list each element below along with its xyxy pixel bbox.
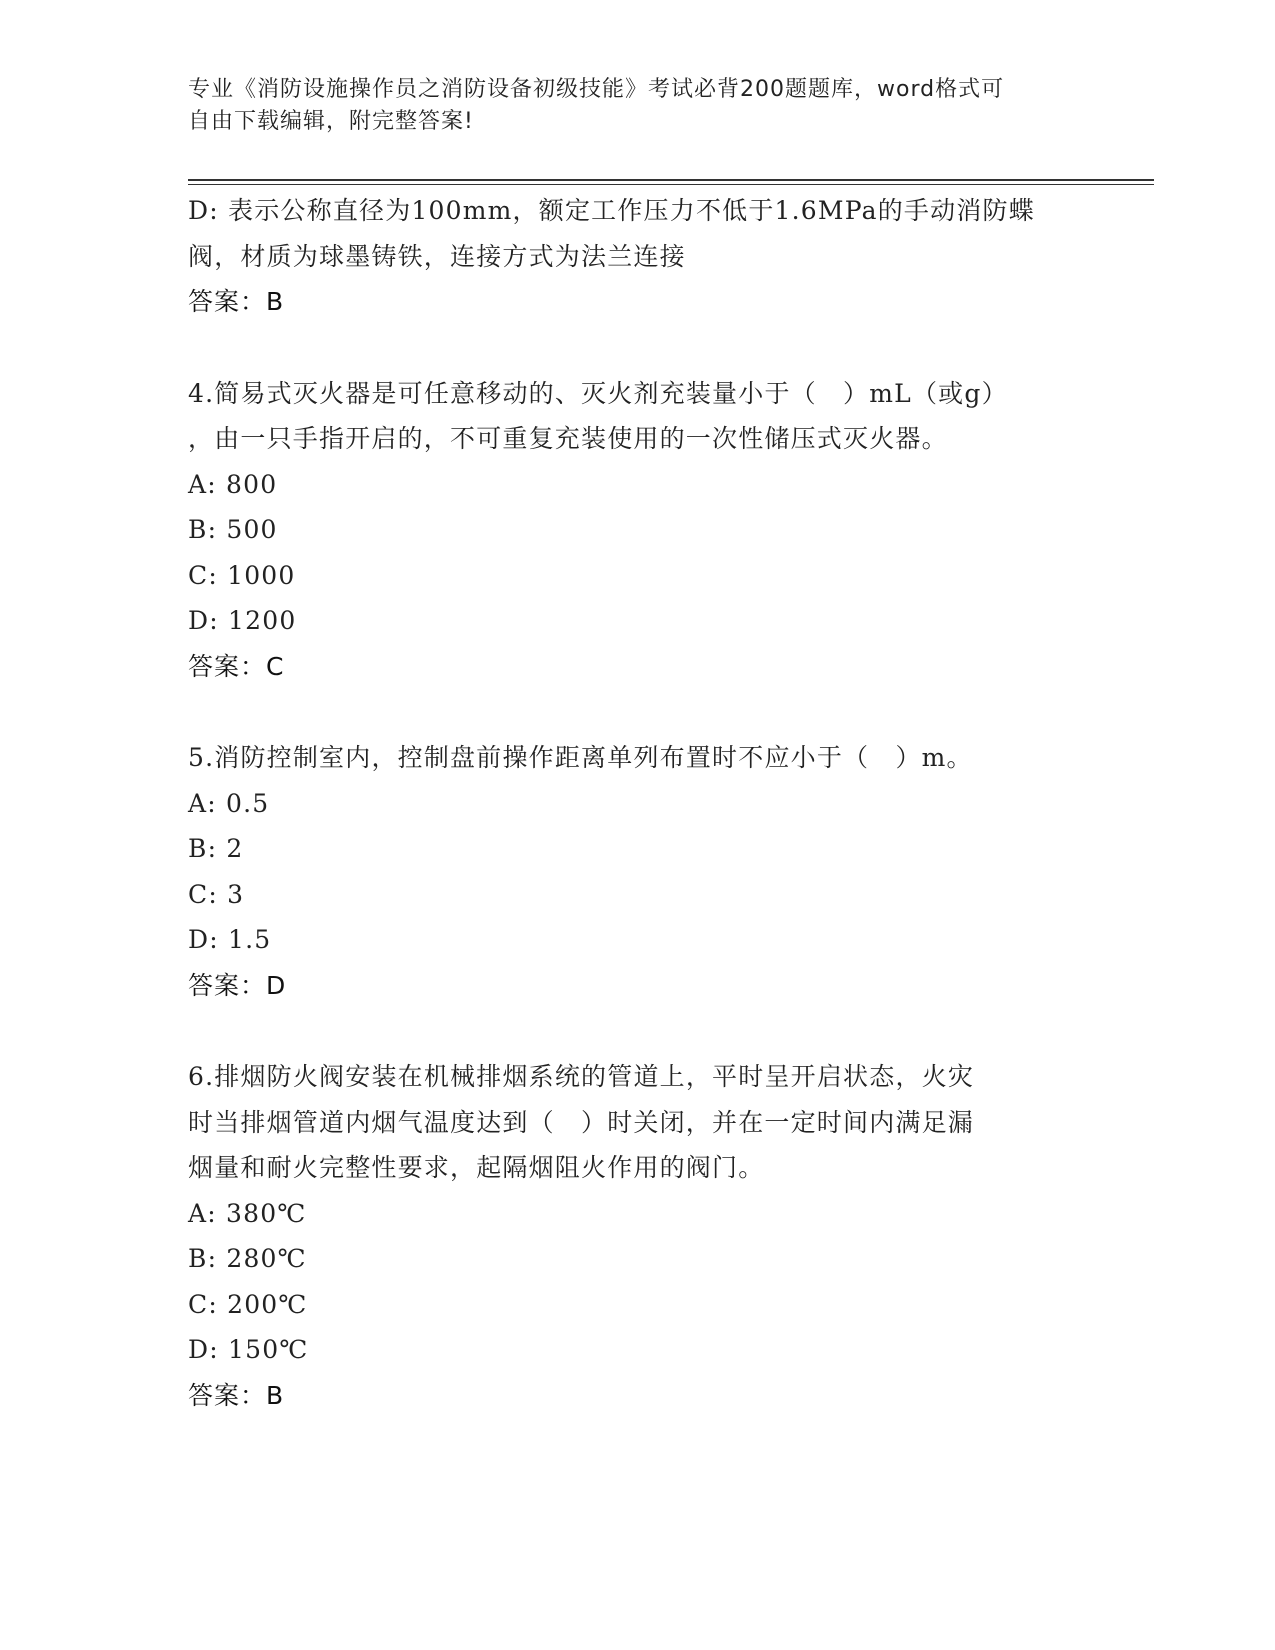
question-3-tail [188, 188, 1088, 325]
option-c: C: 3 [188, 879, 245, 909]
option-c: C: 200℃ [188, 1289, 308, 1319]
header-line-1: 专业《消防设施操作员之消防设备初级技能》考试必背200题题库，word格式可 [188, 77, 1005, 102]
header-divider-bottom [188, 184, 1154, 185]
question-stem-continued: ，由一只手指开启的，不可重复充装使用的一次性储压式灭火器。 [188, 424, 948, 453]
answer: 答案：D [188, 970, 287, 1000]
option-d: D: 表示公称直径为100mm，额定工作压力不低于1.6MPa的手动消防蝶 [188, 196, 1035, 225]
option-a: A: 0.5 [188, 788, 270, 818]
option-d: D: 1.5 [188, 925, 272, 954]
option-a: A: 800 [188, 469, 278, 499]
option-b: B: 2 [188, 834, 244, 863]
document-header [188, 74, 1068, 138]
question-stem: 6.排烟防火阀安装在机械排烟系统的管道上，平时呈开启状态，火灾 [188, 1062, 975, 1091]
question-stem-continued: 时当排烟管道内烟气温度达到（ ）时关闭，并在一定时间内满足漏 [188, 1107, 975, 1137]
option-a: A: 380℃ [188, 1198, 307, 1228]
question-stem-continued: 烟量和耐火完整性要求，起隔烟阻火作用的阀门。 [188, 1153, 765, 1182]
spacer [188, 325, 1088, 371]
answer: 答案：B [188, 287, 285, 316]
question-5 [188, 735, 1088, 1008]
header-line-2: 自由下载编辑，附完整答案! [188, 109, 474, 134]
option-d: D: 1200 [188, 606, 297, 635]
answer: 答案：B [188, 1380, 285, 1410]
header-divider-top [188, 179, 1154, 181]
option-d-continued: 阀，材质为球墨铸铁，连接方式为法兰连接 [188, 241, 686, 271]
option-b: B: 280℃ [188, 1244, 307, 1273]
question-4 [188, 371, 1088, 690]
question-6 [188, 1054, 1088, 1418]
spacer [188, 1008, 1088, 1054]
option-b: B: 500 [188, 515, 278, 544]
document-body [188, 188, 1088, 1418]
option-d: D: 150℃ [188, 1335, 309, 1364]
spacer [188, 689, 1088, 735]
option-c: C: 1000 [188, 560, 296, 590]
answer: 答案：C [188, 651, 285, 681]
question-stem: 4.简易式灭火器是可任意移动的、灭火剂充装量小于（ ）mL（或g） [188, 378, 1008, 408]
question-stem: 5.消防控制室内，控制盘前操作距离单列布置时不应小于（ ）m。 [188, 743, 973, 772]
